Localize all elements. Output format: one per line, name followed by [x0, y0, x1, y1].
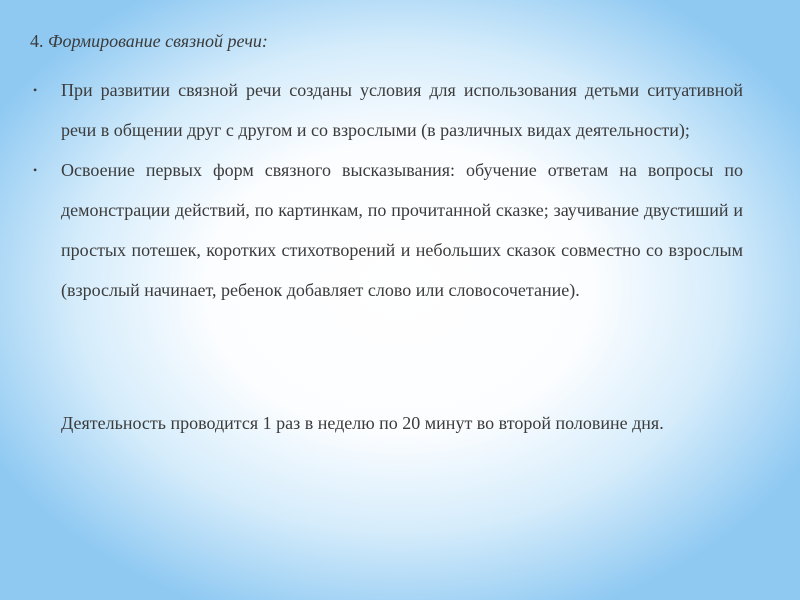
section-title: Формирование связной речи: — [48, 31, 268, 51]
section-heading — [30, 28, 268, 54]
section-number: 4. — [30, 31, 44, 51]
bullet-text: При развитии связной речи созданы условия для использования детьми ситуативной речи в общении друг с другом и со взрослыми (в различных видах деятельности); — [61, 80, 743, 140]
bullet-marker: • — [33, 83, 38, 97]
bullet-text: Освоение первых форм связного высказывания: обучение ответам на вопросы по демонстрации действий, по картинкам, по прочитанной сказке; заучивание двустиший и простых потешек, коротких стихотворений и небольших сказок совместно со взрослым (взрослый начинает, ребенок добавляет слово или словосочетание). — [61, 160, 743, 300]
schedule-paragraph: Деятельность проводится 1 раз в неделю по 20 минут во второй половине дня. — [61, 413, 664, 433]
bullet-list — [30, 70, 743, 310]
bullet-item — [30, 70, 743, 150]
bullet-item — [30, 150, 743, 310]
bullet-marker: • — [33, 163, 38, 177]
